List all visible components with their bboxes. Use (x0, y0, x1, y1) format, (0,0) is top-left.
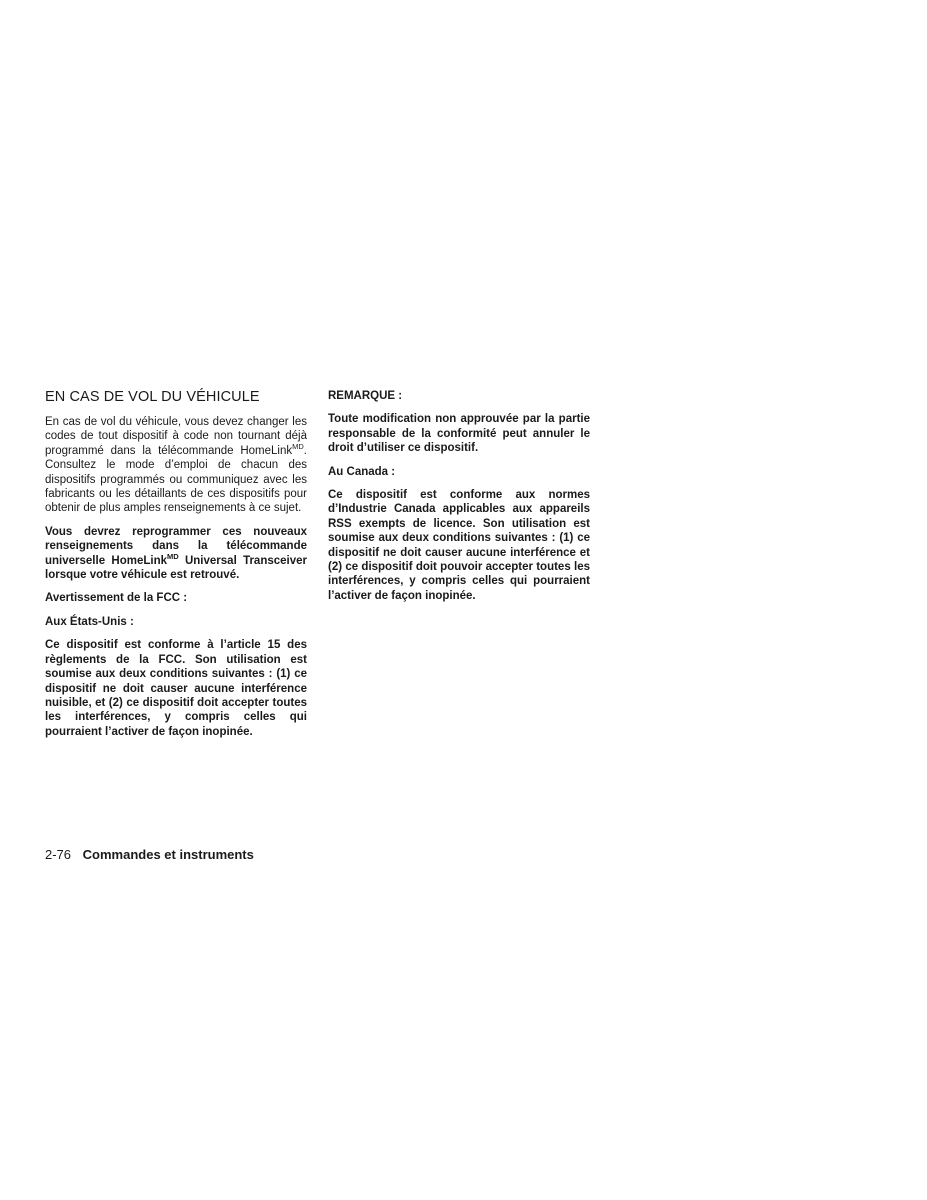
fcc-warning-heading: Avertissement de la FCC : (45, 592, 188, 605)
usa-heading: Aux États-Unis : (45, 615, 134, 628)
right-column (328, 389, 590, 612)
reprogram-paragraph-text-b: Universal Transceiver lorsque votre véhicule est retrouvé. (45, 554, 308, 582)
theft-paragraph-text-a: En cas de vol du véhicule, vous devez changer les codes de tout dispositif à code non tournant déjà programmé dans la télécommande HomeLink (45, 416, 307, 457)
theft-paragraph-text-b: . Consultez le mode d’emploi de chacun des dispositifs programmés ou communiquez avec les fabricants ou les détaillants de ces dispositifs pour obtenir de plus amples renseignements à ce sujet. (45, 444, 307, 515)
section-title: EN CAS DE VOL DU VÉHICULE (45, 389, 260, 405)
reprogram-paragraph-text-a: Vous devrez reprogrammer ces nouveaux renseignements dans la télécommande universelle HomeLink (45, 525, 307, 567)
reprogram-paragraph (45, 525, 307, 583)
canada-heading: Au Canada : (328, 465, 396, 478)
note-heading: REMARQUE : (328, 390, 403, 402)
theft-paragraph (45, 415, 307, 516)
page-number: 2-76 (45, 847, 72, 862)
trademark-superscript: MD (292, 441, 304, 451)
trademark-superscript: MD (167, 551, 179, 561)
chapter-title: Commandes et instruments (82, 847, 254, 862)
usa-paragraph: Ce dispositif est conforme à l’article 15 des règlements de la FCC. Son utilisation est soumise aux deux conditions suivantes : (1) ce dispositif ne doit causer aucune interférence nuisible, et (2) ce dispositif doit accepter toutes les interférences, y compris celles qui pourraient l’activer de façon inopinée. (45, 639, 307, 738)
canada-paragraph: Ce dispositif est conforme aux normes d’Industrie Canada applicables aux appareils RSS exempts de licence. Son utilisation est soumise aux deux conditions suivantes : (1) ce dispositif ne doit causer aucune interférence et (2) ce dispositif doit pouvoir accepter toutes les interférences, y compris celles qui pourraient l’activer de façon inopinée. (328, 489, 590, 602)
page-footer (45, 847, 254, 862)
left-column (45, 389, 307, 748)
note-paragraph: Toute modification non approuvée par la partie responsable de la conformité peut annuler le droit d’utiliser ce dispositif. (328, 413, 590, 455)
